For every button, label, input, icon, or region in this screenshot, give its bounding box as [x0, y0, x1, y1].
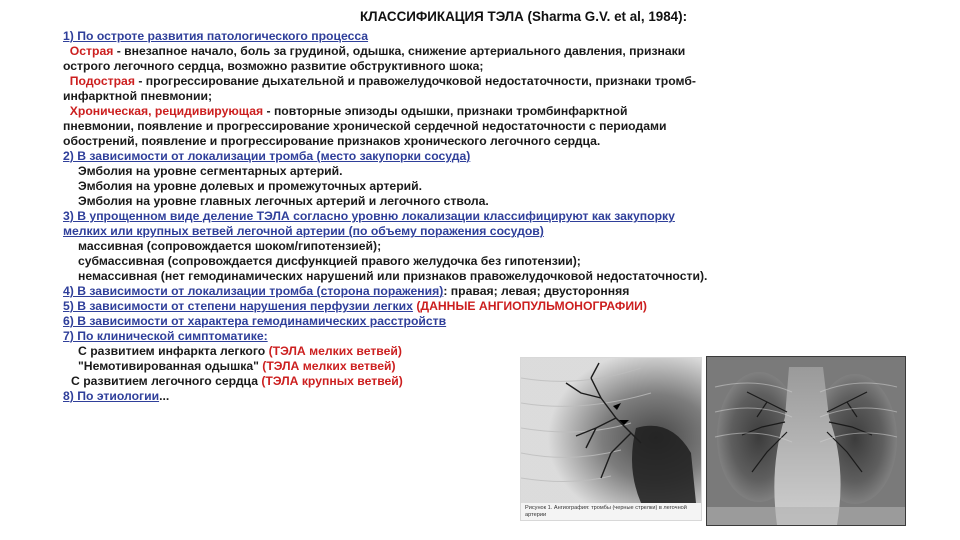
- subacute-line-1: Подострая - прогрессирование дыхательной и правожелудочковой недостаточности, признаки тромб-: [69, 74, 696, 88]
- angiography-note: (ДАННЫЕ АНГИОПУЛЬМОНОГРАФИИ): [412, 299, 647, 313]
- chronic-line-3: обострений, появление и прогрессирование признаков хронического легочного сердца.: [63, 134, 601, 148]
- section-8-heading: 8) По этиологии...: [63, 389, 170, 403]
- list-item: немассивная (нет гемодинамических нарушений или признаков правожелудочковой недостаточности).: [78, 269, 708, 283]
- angiography-drawing: [521, 358, 701, 503]
- chronic-term: Хроническая, рецидивирующая: [69, 104, 264, 118]
- chronic-line-2: пневмонии, появление и прогрессирование хронической сердечной недостаточности с периодами: [63, 119, 667, 133]
- xray-drawing: [707, 357, 905, 525]
- figure-caption: Рисунок 1. Ангиография: тромбы (черные стрелки) в легочной артерии: [525, 505, 687, 518]
- subacute-line-2: инфарктной пневмонии;: [63, 89, 213, 103]
- subacute-term: Подострая: [69, 74, 135, 88]
- section-3-heading-2: мелких или крупных ветвей легочной артерии (по объему поражения сосудов): [63, 224, 544, 238]
- list-item: "Немотивированная одышка" (ТЭЛА мелких ветвей): [78, 359, 396, 373]
- list-item: Эмболия на уровне сегментарных артерий.: [78, 164, 343, 178]
- angiography-image: [520, 357, 702, 521]
- list-item: С развитием легочного сердца (ТЭЛА крупных ветвей): [71, 374, 403, 388]
- list-item: субмассивная (сопровождается дисфункцией правого желудочка без гипотензии);: [78, 254, 581, 268]
- section-7-heading: 7) По клинической симптоматике:: [63, 329, 268, 343]
- section-4-heading: 4) В зависимости от локализации тромба (сторона поражения): правая; левая; двусторонняя: [63, 284, 630, 298]
- list-item: С развитием инфаркта легкого (ТЭЛА мелких ветвей): [78, 344, 402, 358]
- chest-xray-image: [706, 356, 906, 526]
- section-1-heading: 1) По остроте развития патологического процесса: [63, 29, 369, 43]
- chronic-line-1: Хроническая, рецидивирующая - повторные эпизоды одышки, признаки тромбинфарктной: [69, 104, 628, 118]
- acute-term: Острая: [69, 44, 114, 58]
- section-6-heading: 6) В зависимости от характера гемодинамических расстройств: [63, 314, 447, 328]
- section-3-heading-1: 3) В упрощенном виде деление ТЭЛА согласно уровню локализации классифицируют как закупорку: [63, 209, 675, 223]
- list-item: Эмболия на уровне главных легочных артерий и легочного ствола.: [78, 194, 489, 208]
- section-5-heading: 5) В зависимости от степени нарушения перфузии легких (ДАННЫЕ АНГИОПУЛЬМОНОГРАФИИ): [63, 299, 647, 313]
- acute-line-1: Острая - внезапное начало, боль за грудиной, одышка, снижение артериального давления, признаки: [69, 44, 686, 58]
- list-item: массивная (сопровождается шоком/гипотензией);: [78, 239, 382, 253]
- section-2-heading: 2) В зависимости от локализации тромба (место закупорки сосуда): [63, 149, 471, 163]
- slide-title: КЛАССИФИКАЦИЯ ТЭЛА (Sharma G.V. et al, 1984):: [360, 9, 688, 24]
- list-item: Эмболия на уровне долевых и промежуточных артерий.: [78, 179, 423, 193]
- acute-line-2: острого легочного сердца, возможно развитие обструктивного шока;: [63, 59, 484, 73]
